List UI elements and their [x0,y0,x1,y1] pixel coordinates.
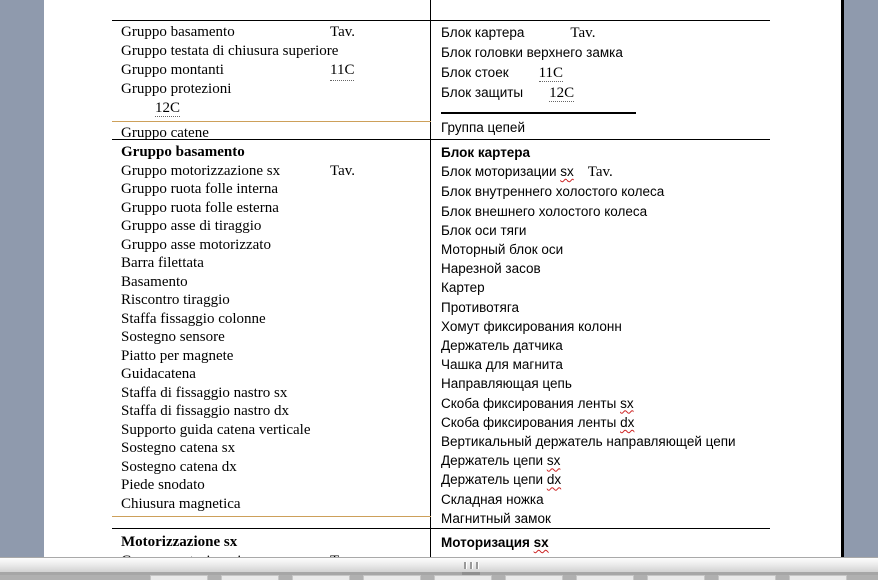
cell-russian-groups [431,21,770,139]
text-segment: Gruppo catene [121,125,209,141]
list-item [121,365,424,384]
text-segment: Хомут фиксирования колонн [441,318,622,334]
text-segment: 11C [330,61,354,81]
text-segment: Направляющая цепь [441,376,572,392]
text-segment: Скоба фиксирования ленты [441,414,621,430]
text-segment: Блок оси тяги [441,222,527,238]
text-segment: Sostegno catena sx [121,440,236,456]
text-segment: Моторизация [441,535,534,550]
text-segment: sx [533,535,549,550]
text-segment: Держатель датчика [441,338,563,354]
list-item [441,432,764,451]
text-segment: Piede snodato [121,477,205,493]
list-item [121,236,424,255]
text-segment: Gruppo asse di tiraggio [121,218,262,234]
cell-italian-basamento [112,140,431,528]
list-item [441,470,764,489]
taskbar-strip [0,572,878,580]
text-segment: Скоба фиксирования ленты [441,395,621,411]
horizontal-scrollbar[interactable] [0,557,878,572]
text-segment: Basamento [121,273,188,290]
document-canvas-left [0,0,44,557]
list-item [441,317,764,336]
list-item [441,451,764,470]
page-right-edge [841,0,844,557]
cell-italian-motorizzazione [112,529,431,557]
text-segment: Блок картера [441,145,531,160]
taskbar-button[interactable] [434,575,492,580]
cell-russian-kartera [431,140,770,528]
text-segment: Магнитный замок [441,510,551,526]
text-segment: Gruppo basamento [121,144,245,160]
text-segment: Gruppo basamento [121,24,235,40]
list-item [441,63,764,83]
text-segment: dx [620,414,635,430]
scrollbar-grip-icon[interactable] [464,562,480,569]
text-segment: Gruppo montanti [121,62,224,78]
text-segment: Staffa di fissaggio nastro sx [121,384,288,401]
text-segment: Tav. [570,25,596,41]
taskbar-buttons [150,575,847,580]
list-item [121,421,424,440]
taskbar-button[interactable] [789,575,847,580]
document-page [44,0,841,557]
cell-russian-motorizacija [431,529,770,557]
list-item [441,298,764,317]
document-canvas-right [844,0,878,557]
list-item [441,202,764,221]
text-segment: Держатель цепи [441,453,547,469]
text-segment: Staffa di fissaggio nastro dx [121,403,290,419]
list-item [441,221,764,240]
list-item [121,402,424,421]
list-item [121,476,424,495]
text-segment: Gruppo protezioni [121,81,232,97]
text-segment: sx [560,164,574,180]
list-item [121,328,424,347]
taskbar-button[interactable] [150,575,208,580]
table-row [112,140,770,529]
text-segment: Чашка для магнита [441,357,563,373]
section-heading [441,533,764,553]
list-item [121,99,424,118]
text-segment: Нарезной засов [441,261,541,277]
list-item [121,310,424,329]
text-segment: dx [546,472,562,488]
text-segment: Sostegno sensore [121,329,225,345]
text-segment: Chiusura magnetica [121,495,241,512]
text-segment: Piatto per magnete [121,347,234,364]
text-segment: Gruppo testata di chiusura superiore [121,43,339,59]
text-segment: Gruppo asse motorizzato [121,236,271,253]
text-segment: Держатель цепи [441,472,547,488]
text-segment: 12C [549,85,575,101]
text-segment: Gruppo ruota folle interna [121,181,279,197]
list-item [121,291,424,310]
list-item [121,217,424,236]
list-item [441,413,764,432]
list-item [441,162,764,182]
list-item [121,495,424,514]
text-segment: Barra filettata [121,255,204,271]
cell-italian-groups [112,21,431,139]
text-segment: Guidacatena [121,366,196,382]
text-segment: Блок головки верхнего замка [441,45,623,60]
list-item [121,162,424,181]
table-row [112,21,770,140]
cell-russian-top [431,0,770,20]
list-item [121,180,424,199]
taskbar-button[interactable] [292,575,350,580]
text-segment: Складная ножка [441,491,544,507]
list-item [121,199,424,218]
black-separator-rule [441,112,636,114]
text-segment: Sostegno catena dx [121,458,237,475]
list-item [121,80,424,99]
text-segment: Gruppo ruota folle esterna [121,199,279,216]
list-item [441,182,764,201]
text-segment: Картер [441,280,485,296]
list-item [441,240,764,259]
text-segment: Противотяга [441,299,520,315]
list-item [441,118,764,138]
list-item [441,43,764,63]
text-segment: Вертикальный держатель направляющей цепи [441,434,736,450]
text-segment: sx [546,453,561,469]
taskbar-button[interactable] [576,575,634,580]
list-item [121,347,424,366]
text-segment: 11C [538,65,564,81]
list-item [441,509,764,528]
section-heading [121,143,424,162]
list-item [441,83,764,103]
text-segment: Tav. [330,162,356,179]
list-item [121,458,424,477]
list-item [441,259,764,278]
text-segment: Gruppo motorizzazione sx [121,162,281,179]
orange-separator-rule [112,516,431,517]
text-segment: Supporto guida catena verticale [121,421,311,438]
text-segment: Блок внутреннего холостого колеса [441,184,665,200]
text-segment: 12C [155,100,181,116]
taskbar-button[interactable] [647,575,705,580]
list-item [121,254,424,273]
list-item [121,23,424,42]
taskbar-button[interactable] [718,575,776,580]
list-item [121,439,424,458]
taskbar-button[interactable] [505,575,563,580]
table-row-bottom-partial [112,529,770,557]
text-segment: Staffa fissaggio colonne [121,310,266,327]
section-heading [441,143,764,162]
text-segment: Блок внешнего холостого колеса [441,203,648,219]
orange-separator-rule [112,121,431,122]
list-item [441,490,764,509]
taskbar-button[interactable] [221,575,279,580]
text-segment: Группа цепей [441,120,525,135]
translation-table [112,0,770,557]
text-segment: Tav. [330,24,356,40]
text-segment: Блок защиты [441,85,524,100]
text-segment: sx [620,395,634,411]
text-segment: Tav. [587,164,613,181]
text-segment: Блок стоек [441,65,509,80]
list-item [121,384,424,403]
list-item [121,42,424,61]
list-item [121,61,424,80]
list-item [121,124,424,143]
text-segment: Блок моторизации [441,164,561,180]
text-segment: Motorizzazione sx [121,534,238,550]
table-row-top-partial [112,0,770,21]
text-segment: Моторный блок оси [441,242,564,258]
cell-italian-top [112,0,431,20]
list-item [441,394,764,413]
list-item [441,336,764,355]
section-heading [121,533,424,552]
taskbar-button[interactable] [363,575,421,580]
list-item [441,23,764,43]
text-segment: Riscontro tiraggio [121,292,230,308]
text-segment: Блок картера [441,25,525,40]
list-item [121,273,424,292]
list-item [441,374,764,393]
list-item [441,278,764,297]
list-item [441,355,764,374]
